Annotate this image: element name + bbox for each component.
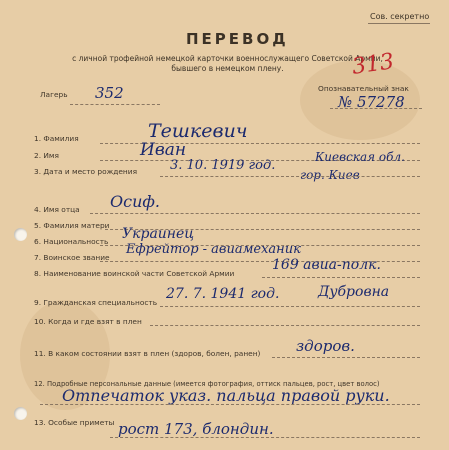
- field-value: Осиф.: [110, 192, 160, 211]
- camp-value: 352: [95, 84, 124, 102]
- field-label: 7. Воинское звание: [34, 253, 110, 262]
- field-value: 169 авиа-полк.: [272, 257, 381, 273]
- field-label: 6. Национальность: [34, 237, 109, 246]
- field-value: Тешкевич: [148, 120, 248, 142]
- field-line: [262, 277, 420, 278]
- punch-hole: [14, 407, 27, 420]
- field-value-2: Дубровна: [318, 284, 390, 300]
- field-line: [160, 176, 420, 177]
- field-value: здоров.: [296, 337, 355, 355]
- field-label: 9. Гражданская специальность: [34, 298, 158, 307]
- document-title: ПЕРЕВОД: [186, 30, 289, 48]
- pow-number-line: [330, 108, 422, 109]
- field-line: [150, 325, 420, 326]
- field-line: [160, 306, 420, 307]
- field-label: 11. В каком состоянии взят в плен (здоров, болен, ранен): [34, 349, 261, 358]
- field-value: Отпечаток указ. пальца правой руки.: [62, 386, 390, 405]
- punch-hole: [14, 228, 27, 241]
- field-value: 3. 10. 1919 год.: [170, 158, 276, 173]
- field-line: [110, 437, 420, 438]
- field-value-3: гор. Киев: [300, 168, 360, 182]
- field-label: 4. Имя отца: [34, 205, 80, 214]
- field-label: 10. Когда и где взят в плен: [34, 317, 142, 326]
- classification-label: Сов. секретно: [370, 12, 430, 21]
- red-pencil-mark: 313: [350, 49, 396, 80]
- document-subtitle-1: с личной трофейной немецкой карточки военнослужащего Советской Армии,: [72, 54, 383, 63]
- field-label: 12. Подробные персональные данные (имеется фотография, оттиск пальцев, рост, цвет волос): [34, 380, 380, 388]
- field-label: 8. Наименование воинской части Советской Армии: [34, 269, 235, 278]
- field-label: 13. Особые приметы: [34, 418, 115, 427]
- field-label: 5. Фамилия матери: [34, 221, 110, 230]
- field-line: [40, 404, 420, 405]
- classification-underline: [368, 23, 430, 24]
- field-value: Ефрейтор - авиамеханик: [126, 242, 301, 257]
- field-value-2: Киевская обл.: [315, 150, 405, 164]
- document-subtitle-2: бывшего в немецком плену.: [171, 64, 284, 73]
- field-label: 1. Фамилия: [34, 134, 79, 143]
- field-value: рост 173, блондин.: [118, 420, 274, 438]
- field-value: 27. 7. 1941 год.: [166, 286, 280, 302]
- field-label: 3. Дата и место рождения: [34, 167, 138, 176]
- field-value: Украинец: [122, 226, 195, 242]
- pow-number-label: Опознавательный знак: [318, 84, 409, 93]
- camp-label: Лагерь: [40, 90, 68, 99]
- field-line: [90, 213, 420, 214]
- pow-number-value: № 57278: [338, 93, 405, 111]
- field-line: [272, 357, 420, 358]
- field-label: 2. Имя: [34, 151, 59, 160]
- camp-line: [70, 104, 160, 105]
- field-value: Иван: [140, 140, 187, 160]
